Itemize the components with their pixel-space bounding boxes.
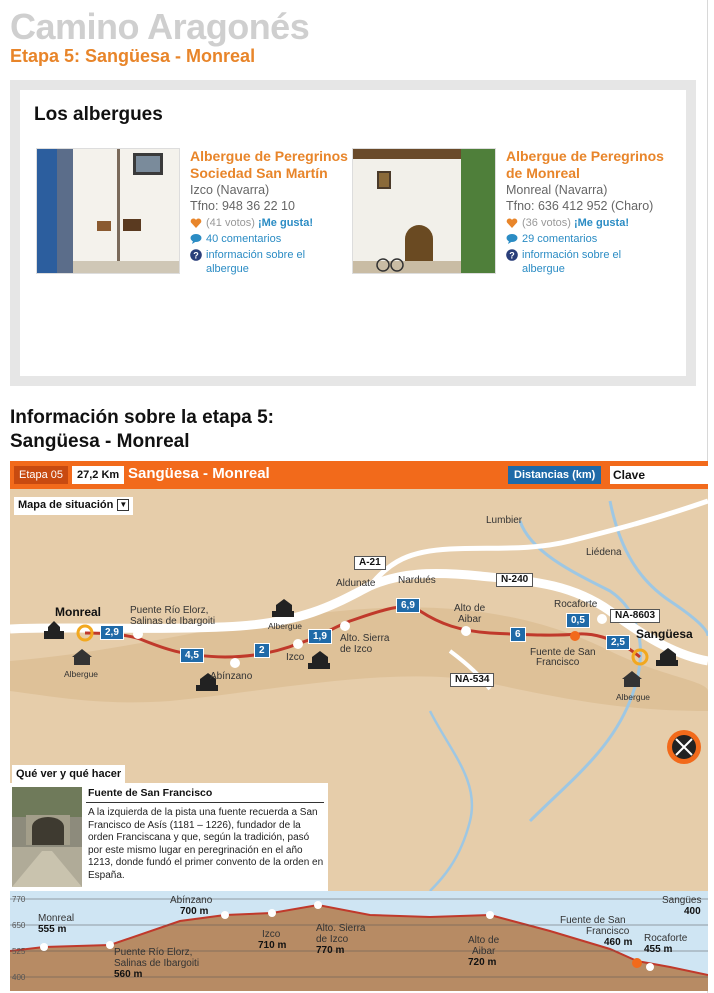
fuente-marker[interactable] bbox=[570, 631, 580, 641]
hostel-info-link[interactable] bbox=[190, 248, 350, 276]
hostel-card bbox=[352, 148, 662, 278]
profile-label bbox=[468, 935, 499, 968]
info-icon bbox=[190, 249, 202, 261]
place-fuente-line1: Fuente de San bbox=[530, 647, 596, 658]
hostel-phone: Tfno: 948 36 22 10 bbox=[190, 199, 295, 213]
stage-subtitle: Etapa 5: Sangüesa - Monreal bbox=[10, 46, 256, 66]
albergue-label: Albergue bbox=[268, 621, 303, 631]
distance-badge: 6,9 bbox=[396, 598, 420, 613]
place-puente-line1: Puente Río Elorz, bbox=[130, 605, 209, 616]
distance-badge: 2 bbox=[254, 643, 270, 658]
hostel-comments[interactable] bbox=[190, 232, 350, 246]
profile-fuente-point bbox=[632, 958, 642, 968]
profile-point-name: de Izco bbox=[316, 934, 349, 945]
hostel-info-link[interactable] bbox=[506, 248, 666, 276]
place-alto-aibar-line1: Alto de bbox=[454, 603, 486, 614]
profile-point-name: Alto de bbox=[468, 935, 500, 946]
town-sanguesa: Sangüesa bbox=[636, 627, 693, 641]
distance-badge: 4,5 bbox=[180, 648, 204, 663]
page-title: Camino Aragonés bbox=[10, 6, 310, 47]
place-fuente-line2: Francisco bbox=[536, 657, 580, 668]
axis-label: 650 bbox=[12, 921, 26, 930]
hostel-name-line1[interactable]: Albergue de Peregrinos bbox=[506, 148, 664, 164]
road-na534: NA-534 bbox=[450, 673, 494, 687]
legend-key[interactable]: Clave bbox=[610, 466, 708, 484]
hostel-rating bbox=[190, 216, 350, 230]
axis-label: 770 bbox=[12, 895, 26, 904]
profile-point-name: Puente Río Elorz, bbox=[114, 947, 193, 958]
place-nardues: Nardués bbox=[398, 575, 436, 586]
what-to-see-title: Fuente de San Francisco bbox=[88, 787, 213, 799]
profile-point-alt: 555 m bbox=[38, 924, 67, 935]
what-to-see-text: A la izquierda de la pista una fuente recuerda a San Francisco de Asís (1181 – 1226), fundador de la orden Franciscana y que, según la tradición, pasó por este mismo lugar en peregrinación en el año 1213, donde fundó el primer convento de la orden en España. bbox=[88, 807, 324, 881]
stage-info-heading bbox=[10, 406, 274, 454]
profile-point-name: Salinas de Ibargoiti bbox=[114, 958, 200, 969]
what-to-see-tab[interactable]: Qué ver y qué hacer bbox=[12, 765, 125, 783]
profile-point-name: Sangües bbox=[662, 895, 702, 906]
svg-text:?: ? bbox=[193, 250, 199, 261]
profile-label bbox=[560, 915, 632, 948]
hostel-rating bbox=[506, 216, 666, 230]
distance-badge: 1,9 bbox=[308, 629, 332, 644]
hostel-location: Monreal (Navarra) bbox=[506, 183, 608, 197]
km-badge: 27,2 Km bbox=[72, 466, 124, 484]
profile-point-name: Fuente de San bbox=[560, 915, 626, 926]
hostel-photo[interactable] bbox=[36, 148, 180, 274]
profile-label bbox=[258, 929, 286, 951]
elevation-profile bbox=[10, 891, 708, 991]
road-na8603: NA-8603 bbox=[610, 609, 660, 623]
hostel-name-line1[interactable]: Albergue de Peregrinos bbox=[190, 148, 348, 164]
like-link[interactable]: ¡Me gusta! bbox=[573, 217, 629, 229]
profile-point-alt: 455 m bbox=[644, 944, 673, 955]
info-link-line2[interactable]: albergue bbox=[206, 263, 249, 275]
waypoint[interactable] bbox=[133, 629, 143, 639]
waypoint[interactable] bbox=[293, 639, 303, 649]
profile-point-alt: 460 m bbox=[604, 937, 633, 948]
hostel-votes: (41 votos) bbox=[206, 217, 255, 229]
info-icon bbox=[506, 249, 518, 261]
profile-point-alt: 560 m bbox=[114, 969, 143, 980]
hostel-card bbox=[36, 148, 346, 278]
place-alto-sierra-line2: de Izco bbox=[340, 644, 373, 655]
profile-label bbox=[316, 923, 365, 956]
hostel-photo[interactable] bbox=[352, 148, 496, 274]
divider bbox=[86, 802, 324, 803]
profile-point-name: Alto. Sierra bbox=[316, 923, 366, 934]
place-izco: Izco bbox=[286, 652, 305, 663]
heart-icon bbox=[190, 217, 202, 229]
profile-point-alt: 770 m bbox=[316, 945, 345, 956]
info-link-line1[interactable]: información sobre el bbox=[206, 249, 306, 261]
albergues-title: Los albergues bbox=[34, 104, 163, 125]
distance-badge: 2,9 bbox=[100, 625, 124, 640]
info-link-line2[interactable]: albergue bbox=[522, 263, 565, 275]
distance-badge: 2,5 bbox=[606, 635, 630, 650]
albergue-label: Albergue bbox=[64, 669, 99, 679]
hostel-votes: (36 votos) bbox=[522, 217, 571, 229]
albergues-inner bbox=[20, 90, 686, 376]
profile-point-name: Monreal bbox=[38, 913, 75, 924]
hostel-info bbox=[190, 148, 350, 276]
distance-badge: 0,5 bbox=[566, 613, 590, 628]
axis-label: 400 bbox=[12, 973, 26, 982]
albergues-panel bbox=[10, 80, 696, 386]
place-liedena: Liédena bbox=[586, 547, 622, 558]
comment-icon bbox=[506, 233, 518, 245]
profile-label bbox=[662, 895, 701, 917]
place-puente-line2: Salinas de Ibargoiti bbox=[130, 616, 216, 627]
albergue-label: Albergue bbox=[616, 692, 651, 702]
hostel-info bbox=[506, 148, 666, 276]
map-situacion-label: Mapa de situación bbox=[18, 499, 114, 511]
road-n240: N-240 bbox=[496, 573, 533, 587]
profile-point-name: Abínzano bbox=[170, 895, 213, 906]
svg-text:?: ? bbox=[509, 250, 515, 261]
town-monreal: Monreal bbox=[55, 605, 102, 619]
distance-badge: 6 bbox=[510, 627, 526, 642]
place-alto-sierra-line1: Alto. Sierra bbox=[340, 633, 390, 644]
profile-label bbox=[644, 933, 687, 955]
stage-map[interactable] bbox=[10, 461, 708, 991]
place-aldunate: Aldunate bbox=[336, 578, 376, 589]
comments-link[interactable]: 40 comentarios bbox=[206, 233, 282, 245]
chevron-down-icon: ▼ bbox=[117, 499, 129, 511]
profile-point-alt: 400 bbox=[684, 906, 701, 917]
heart-icon bbox=[506, 217, 518, 229]
place-alto-aibar-line2: Aibar bbox=[458, 614, 482, 625]
hostel-phone: Tfno: 636 412 952 (Charo) bbox=[506, 199, 654, 213]
profile-point-name: Francisco bbox=[586, 926, 630, 937]
stage-badge: Etapa 05 bbox=[14, 466, 68, 484]
place-lumbier: Lumbier bbox=[486, 515, 523, 526]
profile-point-name: Izco bbox=[262, 929, 281, 940]
stage-info-heading-line2: Sangüesa - Monreal bbox=[10, 431, 190, 452]
profile-point-alt: 720 m bbox=[468, 957, 497, 968]
profile-point-name: Aibar bbox=[472, 946, 496, 957]
hostel-location: Izco (Navarra) bbox=[190, 183, 270, 197]
comment-icon bbox=[190, 233, 202, 245]
map-situacion-dropdown[interactable] bbox=[14, 497, 133, 515]
waypoint[interactable] bbox=[597, 614, 607, 624]
waypoint[interactable] bbox=[461, 626, 471, 636]
profile-point-alt: 700 m bbox=[180, 906, 209, 917]
info-link-line1[interactable]: información sobre el bbox=[522, 249, 622, 261]
compass-icon[interactable] bbox=[667, 730, 701, 764]
place-abinzano: Abínzano bbox=[210, 671, 253, 682]
profile-label bbox=[38, 913, 74, 935]
route-title: Sangüesa - Monreal bbox=[128, 465, 270, 482]
stage-info-heading-line1: Información sobre la etapa 5: bbox=[10, 407, 274, 428]
profile-label bbox=[114, 947, 199, 980]
fountain-photo[interactable] bbox=[12, 787, 82, 887]
hostel-comments[interactable] bbox=[506, 232, 666, 246]
axis-label: 525 bbox=[12, 947, 26, 956]
waypoint[interactable] bbox=[230, 658, 240, 668]
distances-title: Distancias (km) bbox=[508, 466, 601, 484]
road-a21: A-21 bbox=[354, 556, 386, 570]
profile-point-name: Rocaforte bbox=[644, 933, 688, 944]
what-to-see-box bbox=[10, 783, 328, 891]
comments-link[interactable]: 29 comentarios bbox=[522, 233, 598, 245]
like-link[interactable]: ¡Me gusta! bbox=[257, 217, 313, 229]
profile-point-alt: 710 m bbox=[258, 940, 287, 951]
hostel-name-line2[interactable]: Sociedad San Martín bbox=[190, 165, 328, 181]
place-rocaforte: Rocaforte bbox=[554, 599, 598, 610]
hostel-name-line2[interactable]: de Monreal bbox=[506, 165, 580, 181]
profile-label bbox=[170, 895, 212, 917]
waypoint[interactable] bbox=[340, 621, 350, 631]
